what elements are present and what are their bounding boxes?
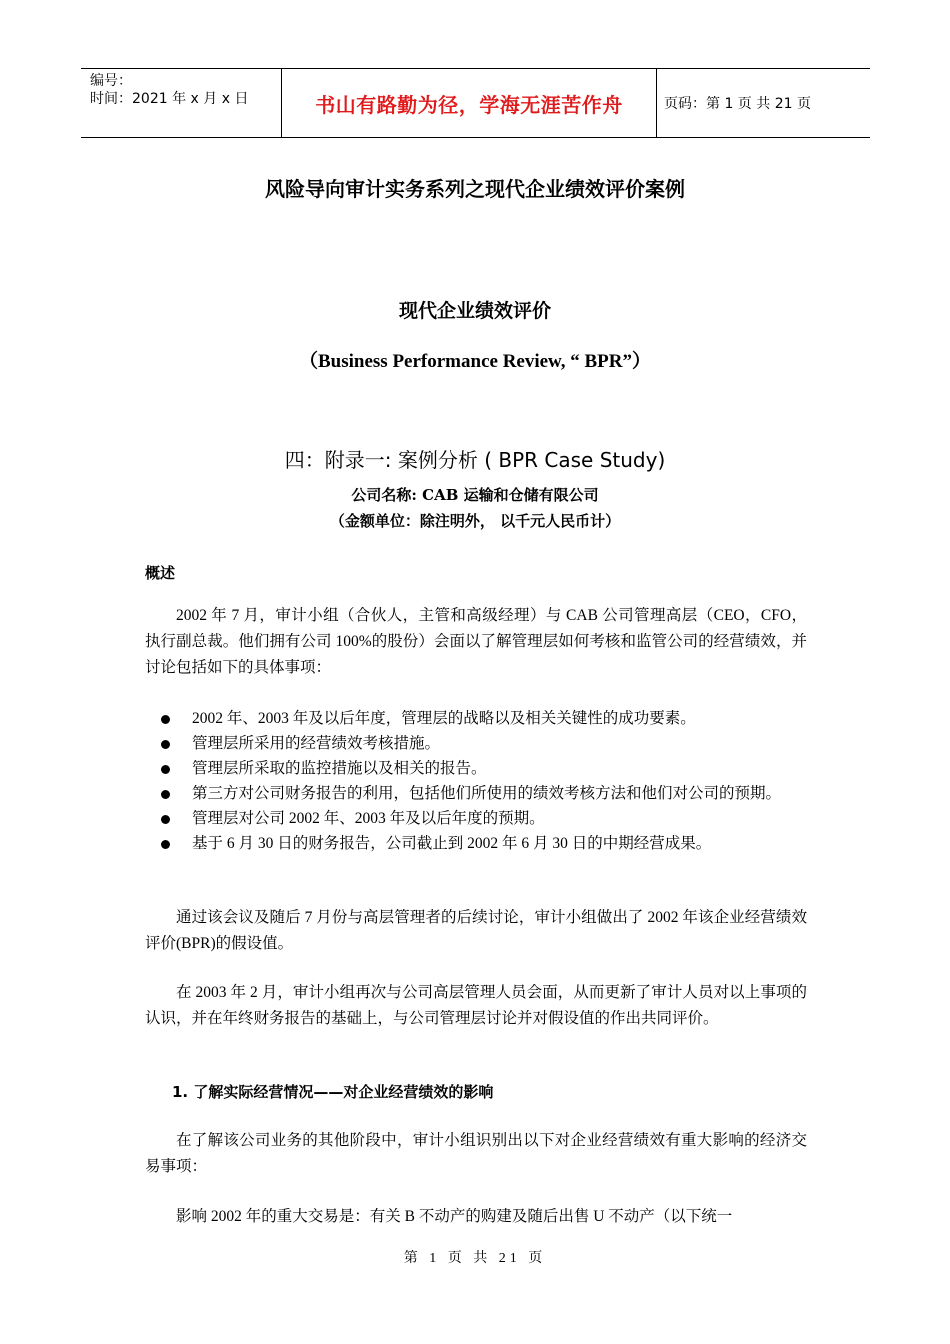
main-title: 现代企业绩效评价 xyxy=(398,300,551,322)
bullet-dot-icon xyxy=(161,815,170,824)
header-motto-cell xyxy=(281,69,657,137)
header-page-cell xyxy=(657,69,870,137)
list-item: 管理层对公司 2002 年、2003 年及以后年度的预期。 xyxy=(158,806,808,831)
bullet-dot-icon xyxy=(161,715,170,724)
bullet-dot-icon xyxy=(161,790,170,799)
document-title: 风险导向审计实务系列之现代企业绩效评价案例 xyxy=(265,177,685,201)
header-motto: 书山有路勤为径，学海无涯苦作舟 xyxy=(315,92,623,117)
list-item: 管理层所采用的经营绩效考核措施。 xyxy=(158,731,808,756)
section-title: 四：附录一: 案例分析 ( BPR Case Study) xyxy=(284,448,666,472)
page-footer: 第 1 页 共 21 页 xyxy=(403,1251,547,1266)
company-name: 公司名称: CAB 运输和仓储有限公司 xyxy=(351,486,599,504)
paragraph-5: 影响 2002 年的重大交易是：有关 B 不动产的购建及随后出售 U 不动产（以下统一 xyxy=(176,1208,733,1225)
bullet-dot-icon xyxy=(161,740,170,749)
header-number-label: 编号： xyxy=(90,73,132,89)
header-time-label: 时间：2021 年 x 月 x 日 xyxy=(90,91,249,107)
bullet-list xyxy=(158,706,808,856)
paragraph-1: 2002 年 7 月，审计小组（合伙人，主管和高级经理）与 CAB 公司管理高层（CEO，CFO，执行副总裁。他们拥有公司 100%的股份）会面以了解管理层如何考核和监管公司的经营绩效，并讨论包括如下的具体事项： xyxy=(145,607,807,676)
bullet-dot-icon xyxy=(161,765,170,774)
list-item: 管理层所采取的监控措施以及相关的报告。 xyxy=(158,756,808,781)
list-item: 第三方对公司财务报告的利用，包括他们所使用的绩效考核方法和他们对公司的预期。 xyxy=(158,781,808,806)
header-page-info: 页码：第 1 页 共 21 页 xyxy=(664,96,811,112)
bullet-dot-icon xyxy=(161,840,170,849)
list-item: 基于 6 月 30 日的财务报告，公司截止到 2002 年 6 月 30 日的中期经营成果。 xyxy=(158,831,808,856)
sub-title: （Business Performance Review, “ BPR”） xyxy=(299,351,651,372)
paragraph-2: 通过该会议及随后 7 月份与高层管理者的后续讨论，审计小组做出了 2002 年该企业经营绩效评价(BPR)的假设值。 xyxy=(145,909,807,952)
header-table xyxy=(81,68,870,138)
section-1-heading: 1. 了解实际经营情况——对企业经营绩效的影响 xyxy=(172,1083,494,1101)
paragraph-3: 在 2003 年 2 月，审计小组再次与公司高层管理人员会面，从而更新了审计人员对以上事项的认识，并在年终财务报告的基础上，与公司管理层讨论并对假设值的作出共同评价。 xyxy=(145,984,807,1027)
paragraph-4: 在了解该公司业务的其他阶段中，审计小组识别出以下对企业经营绩效有重大影响的经济交易事项： xyxy=(145,1132,807,1175)
header-meta xyxy=(81,69,281,137)
overview-heading: 概述 xyxy=(145,564,176,582)
list-item: 2002 年、2003 年及以后年度，管理层的战略以及相关关键性的成功要素。 xyxy=(158,706,808,731)
amount-unit-note: （金额单位：除注明外， 以千元人民币计） xyxy=(329,512,621,530)
